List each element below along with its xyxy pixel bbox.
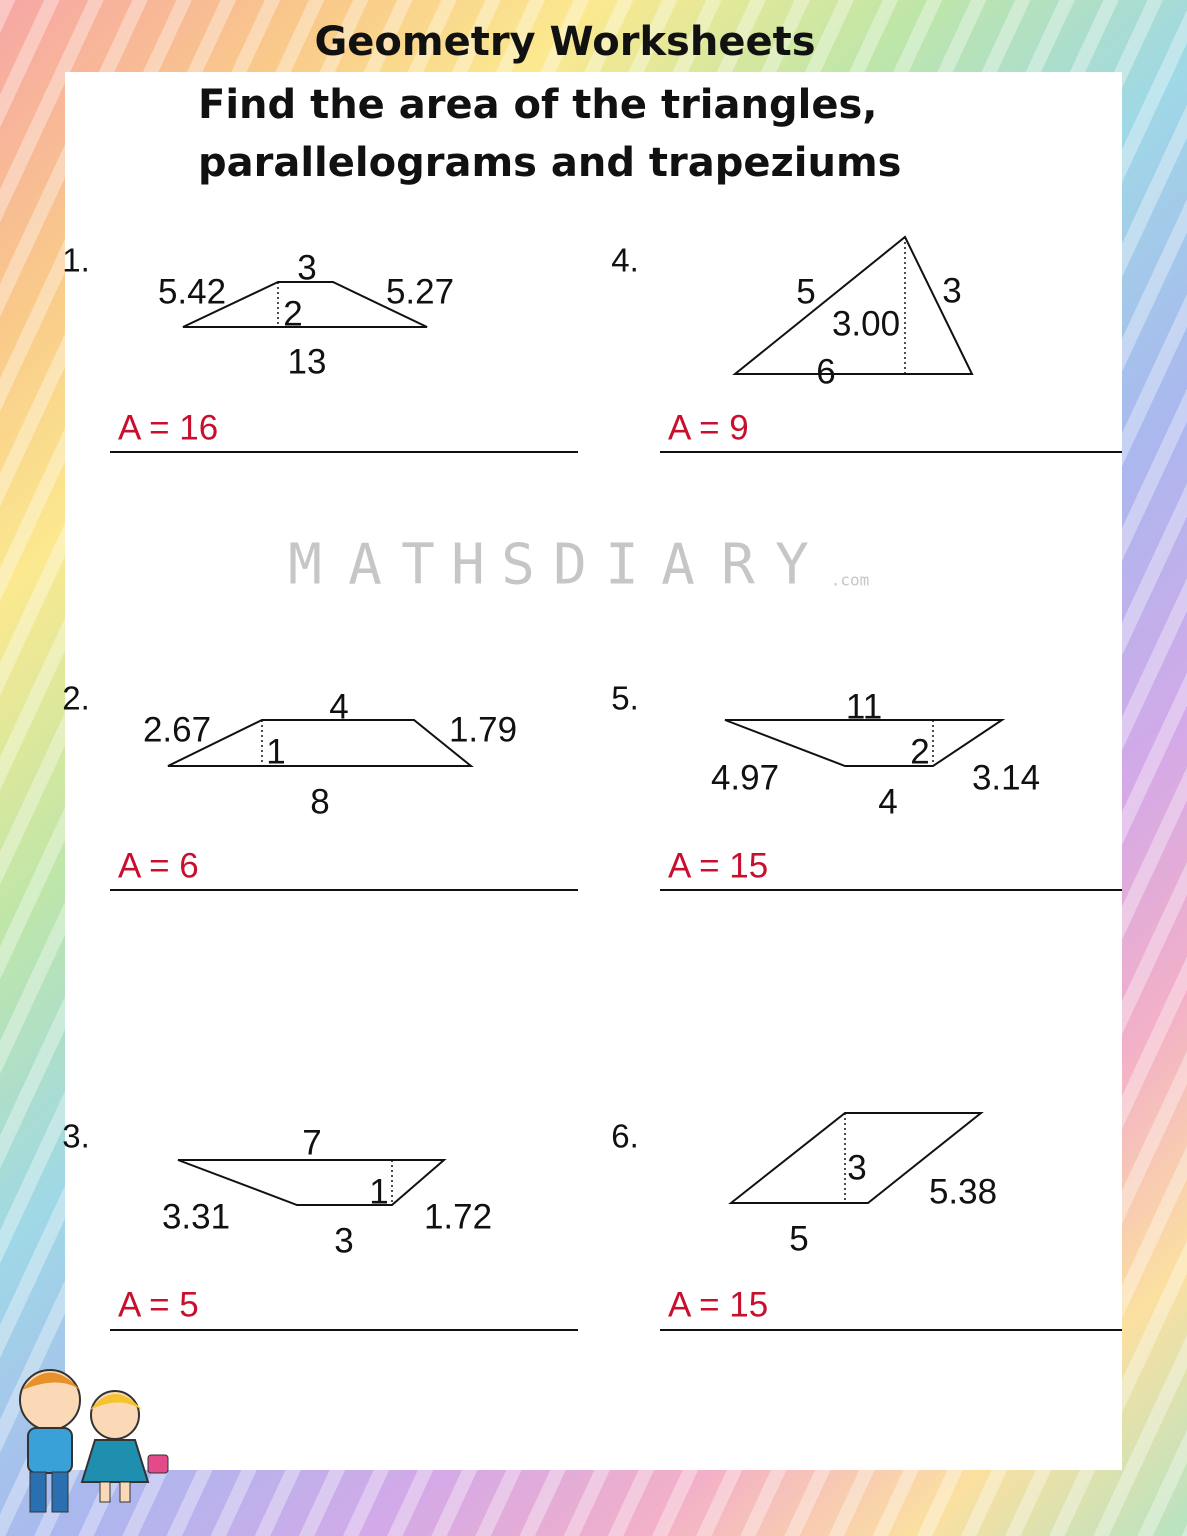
side-label: 3 <box>942 271 962 311</box>
side-label: 1.72 <box>423 1197 493 1237</box>
answer-text: A = 15 <box>668 1285 769 1325</box>
watermark-suffix: .com <box>830 570 870 590</box>
watermark-letter: R <box>721 532 755 598</box>
watermark-letter: T <box>401 532 435 598</box>
height-label: 2 <box>283 294 303 334</box>
watermark-letter: M <box>288 532 322 598</box>
watermark-letter: I <box>605 532 639 598</box>
side-label: 13 <box>287 342 327 382</box>
problem-number: 1. <box>62 241 90 279</box>
instruction-line-2: parallelograms and trapeziums <box>198 140 902 186</box>
problem-number: 2. <box>62 679 90 717</box>
side-label: 5.42 <box>157 272 227 312</box>
side-label: 6 <box>816 352 836 392</box>
problem-number: 4. <box>611 241 639 279</box>
side-label: 7 <box>302 1123 322 1163</box>
height-label: 2 <box>910 732 930 772</box>
watermark-letter: A <box>661 532 695 598</box>
height-label: 3 <box>847 1148 867 1188</box>
height-label: 1 <box>266 732 286 772</box>
side-label: 2.67 <box>142 710 212 750</box>
side-label: 4.97 <box>710 758 780 798</box>
side-label: 3.31 <box>161 1197 231 1237</box>
watermark-letter: D <box>553 532 587 598</box>
height-label: 1 <box>369 1172 389 1212</box>
answer-text: A = 5 <box>118 1285 199 1325</box>
side-label: 5.38 <box>928 1172 998 1212</box>
height-label: 3.00 <box>831 304 901 344</box>
side-label: 1.79 <box>448 710 518 750</box>
answer-text: A = 6 <box>118 846 199 886</box>
watermark-letter: H <box>451 532 485 598</box>
problem-number: 5. <box>611 679 639 717</box>
side-label: 4 <box>878 782 898 822</box>
side-label: 4 <box>329 687 349 727</box>
watermark-letter: Y <box>775 532 809 598</box>
side-label: 3 <box>297 248 317 288</box>
side-label: 5.27 <box>385 272 455 312</box>
watermark-letter: A <box>348 532 382 598</box>
problem-number: 3. <box>62 1117 90 1155</box>
side-label: 3 <box>334 1221 354 1261</box>
answer-text: A = 15 <box>668 846 769 886</box>
side-label: 5 <box>796 272 816 312</box>
side-label: 8 <box>310 782 330 822</box>
answer-text: A = 9 <box>668 408 749 448</box>
instruction-line-1: Find the area of the triangles, <box>198 82 878 128</box>
side-label: 11 <box>845 687 883 727</box>
page-title: Geometry Worksheets <box>314 19 816 65</box>
watermark <box>288 533 869 598</box>
problem-number: 6. <box>611 1117 639 1155</box>
side-label: 3.14 <box>971 758 1041 798</box>
watermark-letter: S <box>501 532 535 598</box>
answer-text: A = 16 <box>118 408 219 448</box>
side-label: 5 <box>789 1219 809 1259</box>
